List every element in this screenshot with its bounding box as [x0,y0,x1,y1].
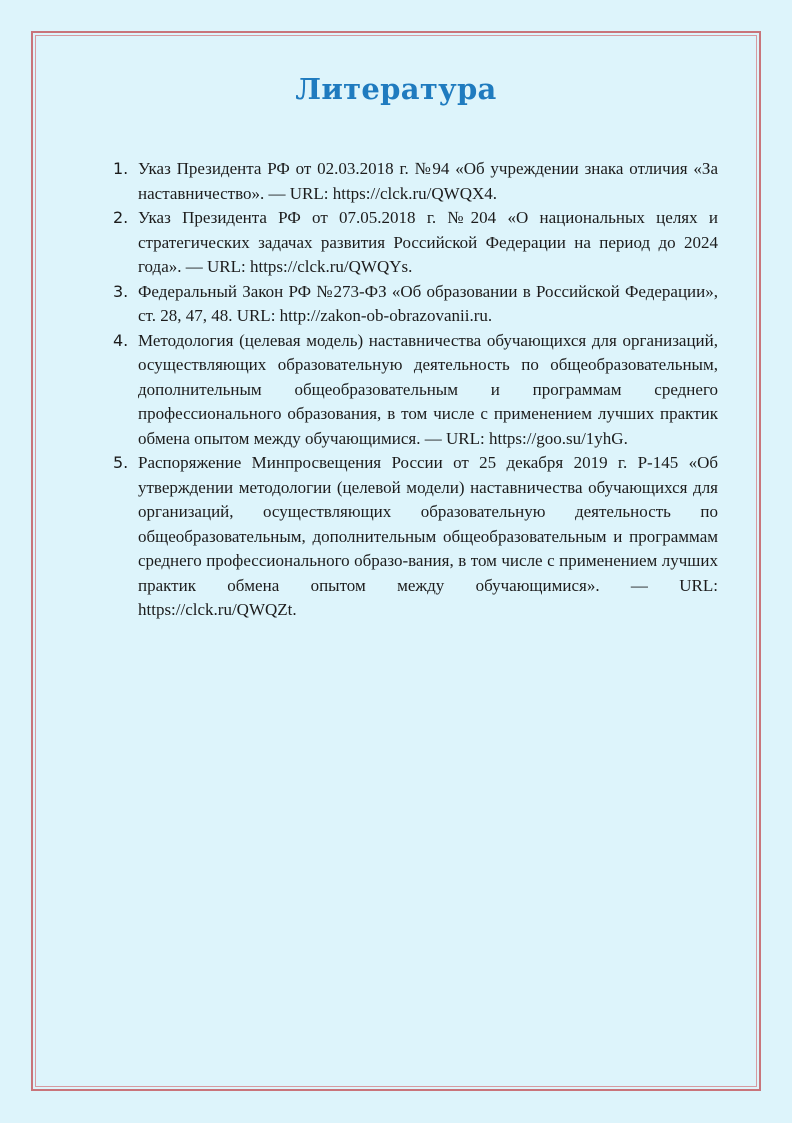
reference-item-1 [104,157,718,206]
reference-list [104,157,718,623]
reference-item-3 [104,280,718,329]
page-title: Литература [295,72,497,106]
reference-text: Указ Президента РФ от 02.03.2018 г. №94 «Об учреждении знака отличия «За наставничество». — URL: https://clck.ru/QWQX4. [138,159,718,203]
reference-item-2 [104,206,718,280]
reference-text: Методология (целевая модель) наставничества обучающихся для организаций, осуществляющих образовательную деятельность по общеобразовательным, дополнительным общеобразовательным и программам среднего профессионального образования, в том числе с применением лучших практик обмена опытом между обучающимися. — URL: https://goo.su/1yhG. [138,330,718,448]
reference-number: 5. [113,453,129,472]
reference-number: 2. [113,208,129,227]
reference-item-4 [104,329,718,452]
reference-number: 1. [113,159,129,178]
reference-item-5 [104,451,718,623]
reference-text: Указ Президента РФ от 07.05.2018 г. №204 «О национальных целях и стратегических задачах развития Российской Федерации на период до 2024 года». — URL: https://clck.ru/QWQYs. [138,208,718,276]
reference-number: 3. [113,281,129,301]
reference-text: Федеральный Закон РФ №273-ФЗ «Об образовании в Российской Федерации», ст. 28, 47, 48. URL: http://zakon-ob-obrazovanii.ru. [138,281,718,325]
reference-text: Распоряжение Минпросвещения России от 25 декабря 2019 г. Р-145 «Об утверждении методологии (целевой модели) наставничества обучающихся для организаций, осуществляющих образовательную деятельность по общеобразовательным, дополнительным общеобразовательным и программам среднего профессионального образо-вания, в том числе с применением лучших практик обмена опытом между обучающимися». — URL: https://clck.ru/QWQZt. [138,453,718,619]
reference-number: 4. [113,330,129,350]
